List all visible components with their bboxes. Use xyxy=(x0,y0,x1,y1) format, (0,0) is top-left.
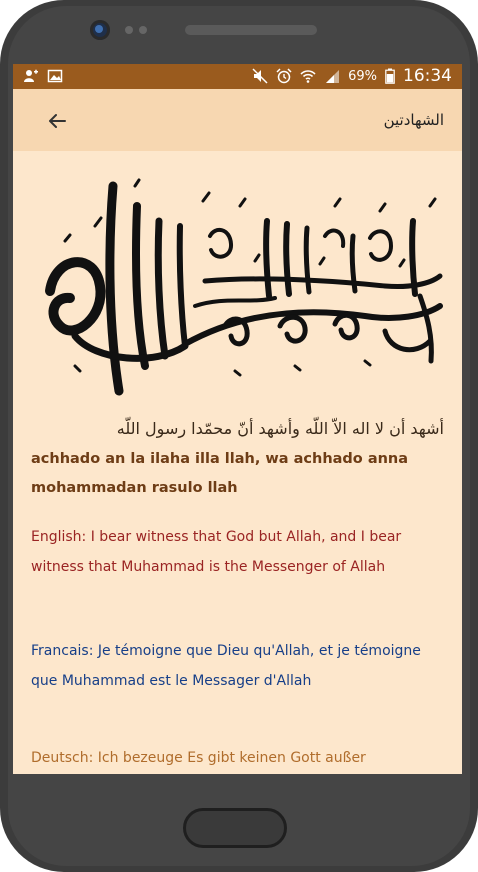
app-bar xyxy=(13,89,462,151)
sensor-dot xyxy=(125,26,133,34)
wifi-icon xyxy=(300,68,316,84)
english-translation: English: I bear witness that God but Allah, and I bear witness that Muhammad is the Messenger of Allah xyxy=(31,529,402,575)
shahada-calligraphy xyxy=(35,166,445,396)
front-camera xyxy=(90,20,110,40)
transliteration-text: achhado an la ilaha illa llah, wa achhado anna mohammadan rasulo llah xyxy=(31,451,409,496)
page-title: الشهادتين xyxy=(383,111,444,129)
earpiece-speaker xyxy=(185,25,317,35)
french-translation: Francais: Je témoigne que Dieu qu'Allah, et je témoigne que Muhammad est le Messager d'Allah xyxy=(31,643,421,689)
arrow-left-icon[interactable] xyxy=(45,109,69,133)
arabic-shahada-text: أشهد أن لا اله الاّ اللّه وأشهد أنّ محمّدا رسول اللّه xyxy=(116,419,444,438)
home-button[interactable] xyxy=(183,808,287,848)
add-person-icon xyxy=(23,68,39,84)
mute-icon xyxy=(252,68,268,84)
status-time: 16:34 xyxy=(403,66,452,86)
battery-icon xyxy=(385,68,395,84)
alarm-icon xyxy=(276,68,292,84)
signal-icon xyxy=(324,68,340,84)
german-translation: Deutsch: Ich bezeuge Es gibt keinen Gott außer xyxy=(31,750,366,766)
screen xyxy=(13,64,462,774)
battery-percent: 69% xyxy=(348,68,377,84)
status-right-icons xyxy=(252,66,452,86)
image-icon xyxy=(47,68,63,84)
status-left-icons xyxy=(23,68,63,84)
sensor-dot xyxy=(139,26,147,34)
status-bar xyxy=(13,64,462,89)
